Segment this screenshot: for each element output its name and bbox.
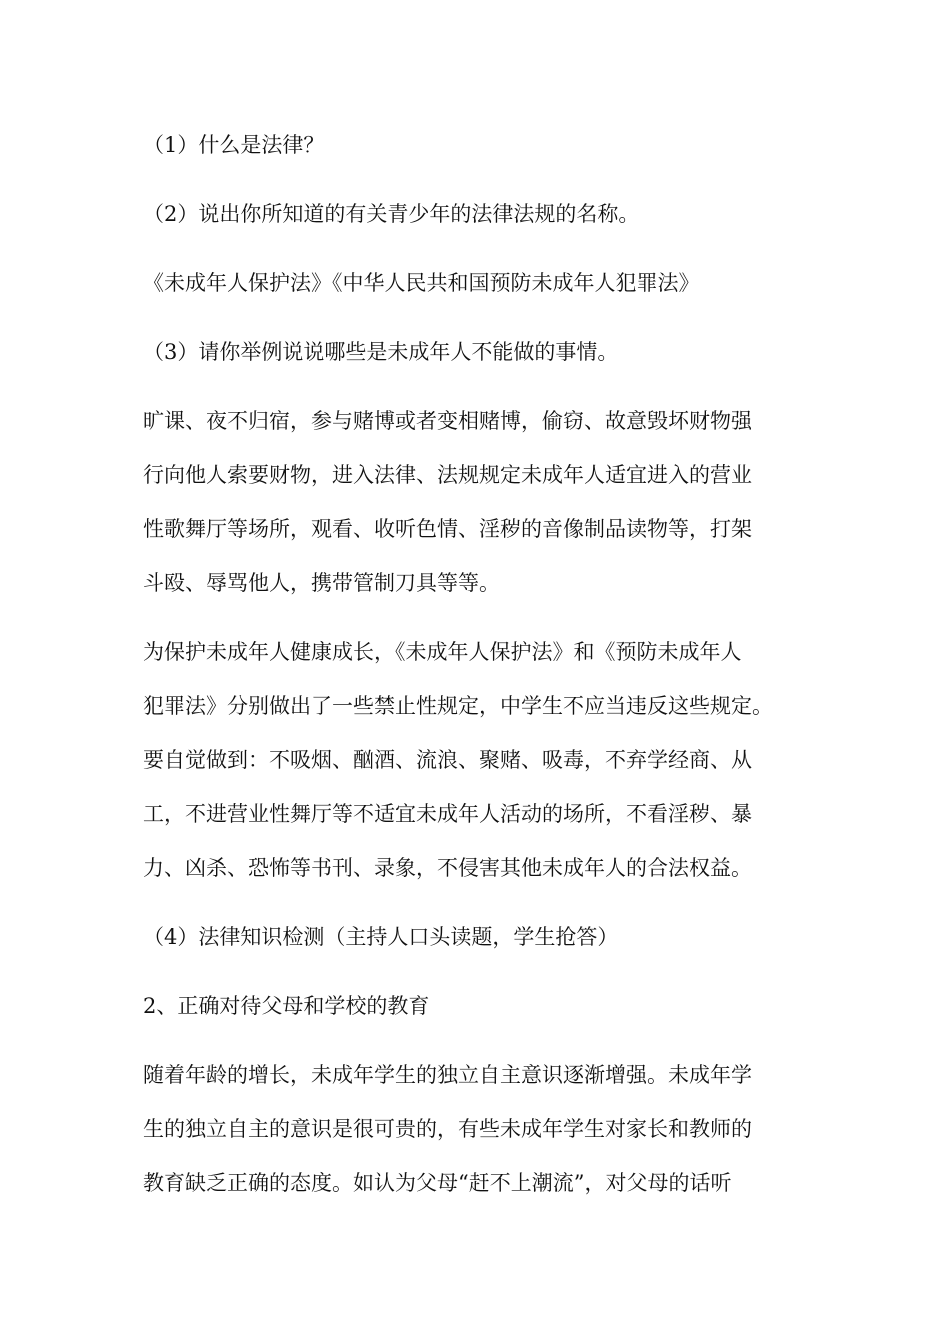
paragraph-line: 旷课、夜不归宿，参与赌博或者变相赌博，偷窃、故意毁坏财物强 [143,409,752,433]
paragraph-line: 行向他人索要财物，进入法律、法规规定未成年人适宜进入的营业 [143,463,752,487]
law-names-line: 《未成年人保护法》《中华人民共和国预防未成年人犯罪法》 [143,271,700,295]
paragraph-line: 力、凶杀、恐怖等书刊、录象，不侵害其他未成年人的合法权益。 [143,856,752,880]
paragraph-line: 犯罪法》分别做出了一些禁止性规定，中学生不应当违反这些规定。 [143,694,773,718]
paragraph-line: 教育缺乏正确的态度。如认为父母“赶不上潮流”，对父母的话听 [143,1171,732,1195]
question-4: （4）法律知识检测（主持人口头读题，学生抢答） [143,925,619,949]
document-body [143,118,823,1210]
prohibited-acts-paragraph [143,394,806,610]
paragraph-line: 要自觉做到：不吸烟、酗酒、流浪、聚赌、吸毒，不弃学经商、从 [143,748,752,772]
protection-paragraph [143,625,806,895]
question-1: （1）什么是法律？ [143,133,325,157]
paragraph-line: 生的独立自主的意识是很可贵的，有些未成年学生对家长和教师的 [143,1117,752,1141]
paragraph-line: 为保护未成年人健康成长，《未成年人保护法》和《预防未成年人 [143,640,742,664]
question-3: （3）请你举例说说哪些是未成年人不能做的事情。 [143,340,619,364]
paragraph-line: 工，不进营业性舞厅等不适宜未成年人活动的场所，不看淫秽、暴 [143,802,752,826]
section-heading-2: 2、正确对待父母和学校的教育 [143,994,430,1018]
paragraph-line: 斗殴、辱骂他人，携带管制刀具等等。 [143,571,500,595]
independence-paragraph [143,1048,806,1210]
paragraph-line: 随着年龄的增长，未成年学生的独立自主意识逐渐增强。未成年学 [143,1063,752,1087]
paragraph-line: 性歌舞厅等场所，观看、收听色情、淫秽的音像制品读物等，打架 [143,517,752,541]
question-2: （2）说出你所知道的有关青少年的法律法规的名称。 [143,202,640,226]
